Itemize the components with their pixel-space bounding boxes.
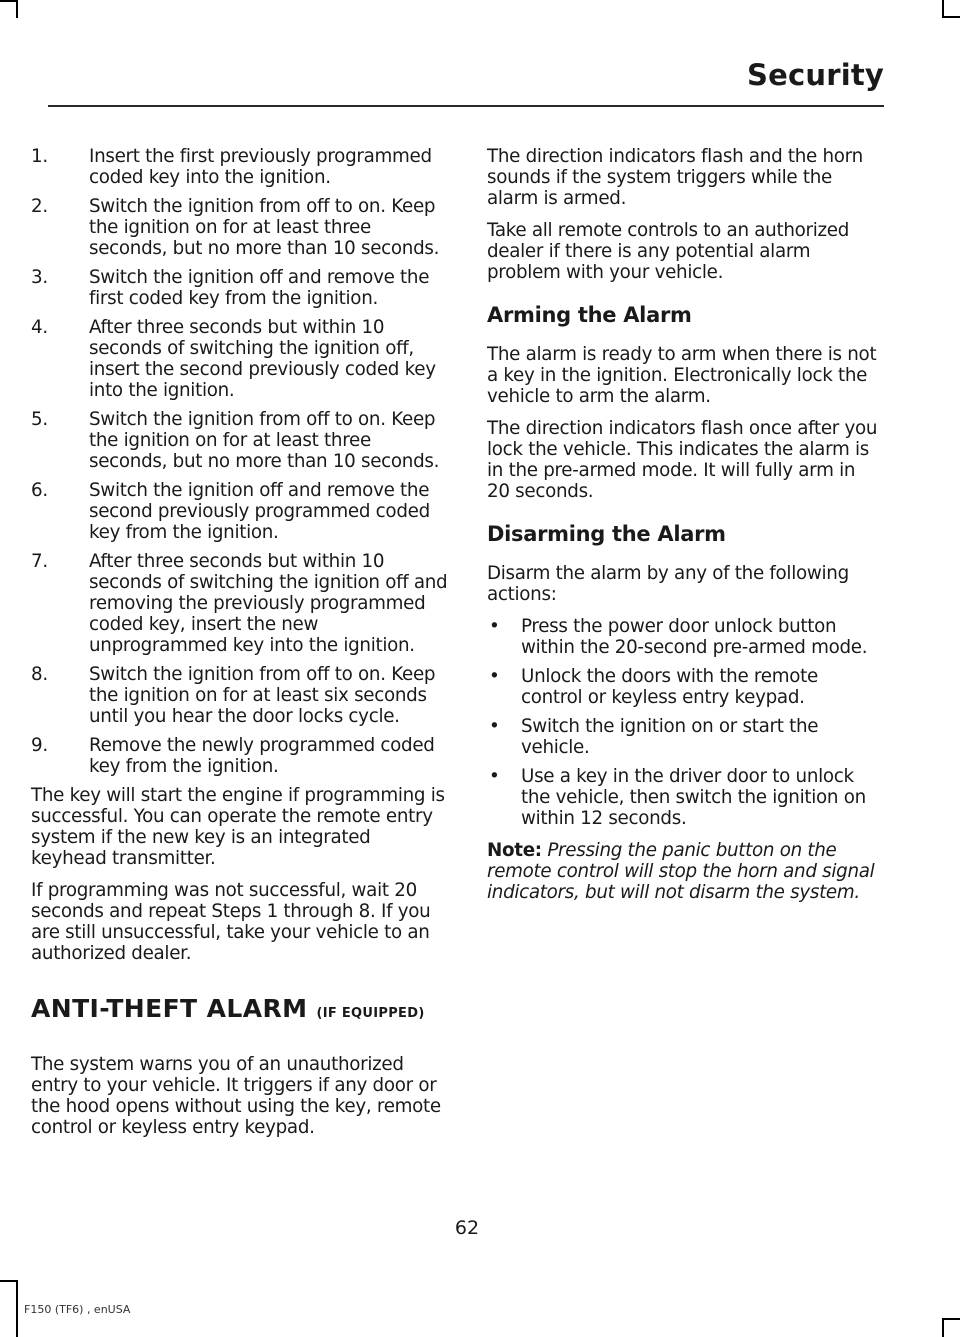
paragraph: The direction indicators flash once after you lock the vehicle. This indicates the alarm is in the pre-armed mode. It will fully arm in 20 seconds. <box>487 418 878 502</box>
crop-mark <box>0 1280 18 1282</box>
page-number: 62 <box>454 1217 480 1239</box>
bullet-icon: • <box>489 616 500 637</box>
list-item: • Switch the ignition on or start the vehicle. <box>489 716 819 758</box>
bullet-icon: • <box>489 766 500 787</box>
paragraph: The key will start the engine if programming is successful. You can operate the remote entry system if the new key is an integrated keyhead transmitter. <box>31 785 445 869</box>
note: Note: Pressing the panic button on the remote control will stop the horn and signal indicators, but will not disarm the system. <box>487 840 875 903</box>
step-item: 5. Switch the ignition from off to on. Keep the ignition on for at least three seconds, but no more than 10 seconds. <box>31 409 440 472</box>
list-item: • Unlock the doors with the remote control or keyless entry keypad. <box>489 666 818 708</box>
header-rule <box>48 105 884 107</box>
list-item: • Press the power door unlock button within the 20-second pre-armed mode. <box>489 616 868 658</box>
crop-mark <box>942 1318 960 1320</box>
paragraph: Disarm the alarm by any of the following actions: <box>487 563 849 605</box>
step-item: 1. Insert the first previously programmed coded key into the ignition. <box>31 146 432 188</box>
bullet-icon: • <box>489 716 500 737</box>
paragraph: The direction indicators flash and the horn sounds if the system triggers while the alarm is armed. <box>487 146 863 209</box>
programming-steps <box>31 146 449 777</box>
section-heading: ANTI-THEFT ALARM (IF EQUIPPED) <box>31 994 425 1023</box>
step-item: 8. Switch the ignition from off to on. Keep the ignition on for at least six seconds until you hear the door locks cycle. <box>31 664 436 727</box>
bullet-icon: • <box>489 666 500 687</box>
crop-mark <box>942 1320 944 1337</box>
step-item: 4. After three seconds but within 10 seconds of switching the ignition off, insert the second previously coded key into the ignition. <box>31 317 436 401</box>
right-column <box>487 146 882 914</box>
crop-mark <box>16 1280 18 1337</box>
disarm-actions <box>487 616 882 829</box>
subheading-arming: Arming the Alarm <box>487 303 692 327</box>
subheading-disarming: Disarming the Alarm <box>487 522 726 546</box>
step-item: 9. Remove the newly programmed coded key from the ignition. <box>31 735 435 777</box>
step-item: 6. Switch the ignition off and remove the second previously programmed coded key from the ignition. <box>31 480 430 543</box>
page-title: Security <box>747 58 884 92</box>
footer-model-code: F150 (TF6) , enUSA <box>24 1303 131 1316</box>
paragraph: Take all remote controls to an authorized dealer if there is any potential alarm problem with your vehicle. <box>487 220 850 283</box>
left-column <box>31 146 449 1149</box>
step-item: 2. Switch the ignition from off to on. Keep the ignition on for at least three seconds, but no more than 10 seconds. <box>31 196 440 259</box>
paragraph: The alarm is ready to arm when there is not a key in the ignition. Electronically lock the vehicle to arm the alarm. <box>487 344 877 407</box>
crop-mark <box>942 16 960 18</box>
list-item: • Use a key in the driver door to unlock the vehicle, then switch the ignition on within 12 seconds. <box>489 766 866 829</box>
paragraph: If programming was not successful, wait 20 seconds and repeat Steps 1 through 8. If you are still unsuccessful, take your vehicle to an authorized dealer. <box>31 880 431 964</box>
step-item: 7. After three seconds but within 10 seconds of switching the ignition off and removing the previously programmed coded key, insert the new unprogrammed key into the ignition. <box>31 551 448 656</box>
paragraph: The system warns you of an unauthorized entry to your vehicle. It triggers if any door or the hood opens without using the key, remote control or keyless entry keypad. <box>31 1054 441 1138</box>
crop-mark <box>16 0 18 18</box>
step-item: 3. Switch the ignition off and remove the first coded key from the ignition. <box>31 267 430 309</box>
